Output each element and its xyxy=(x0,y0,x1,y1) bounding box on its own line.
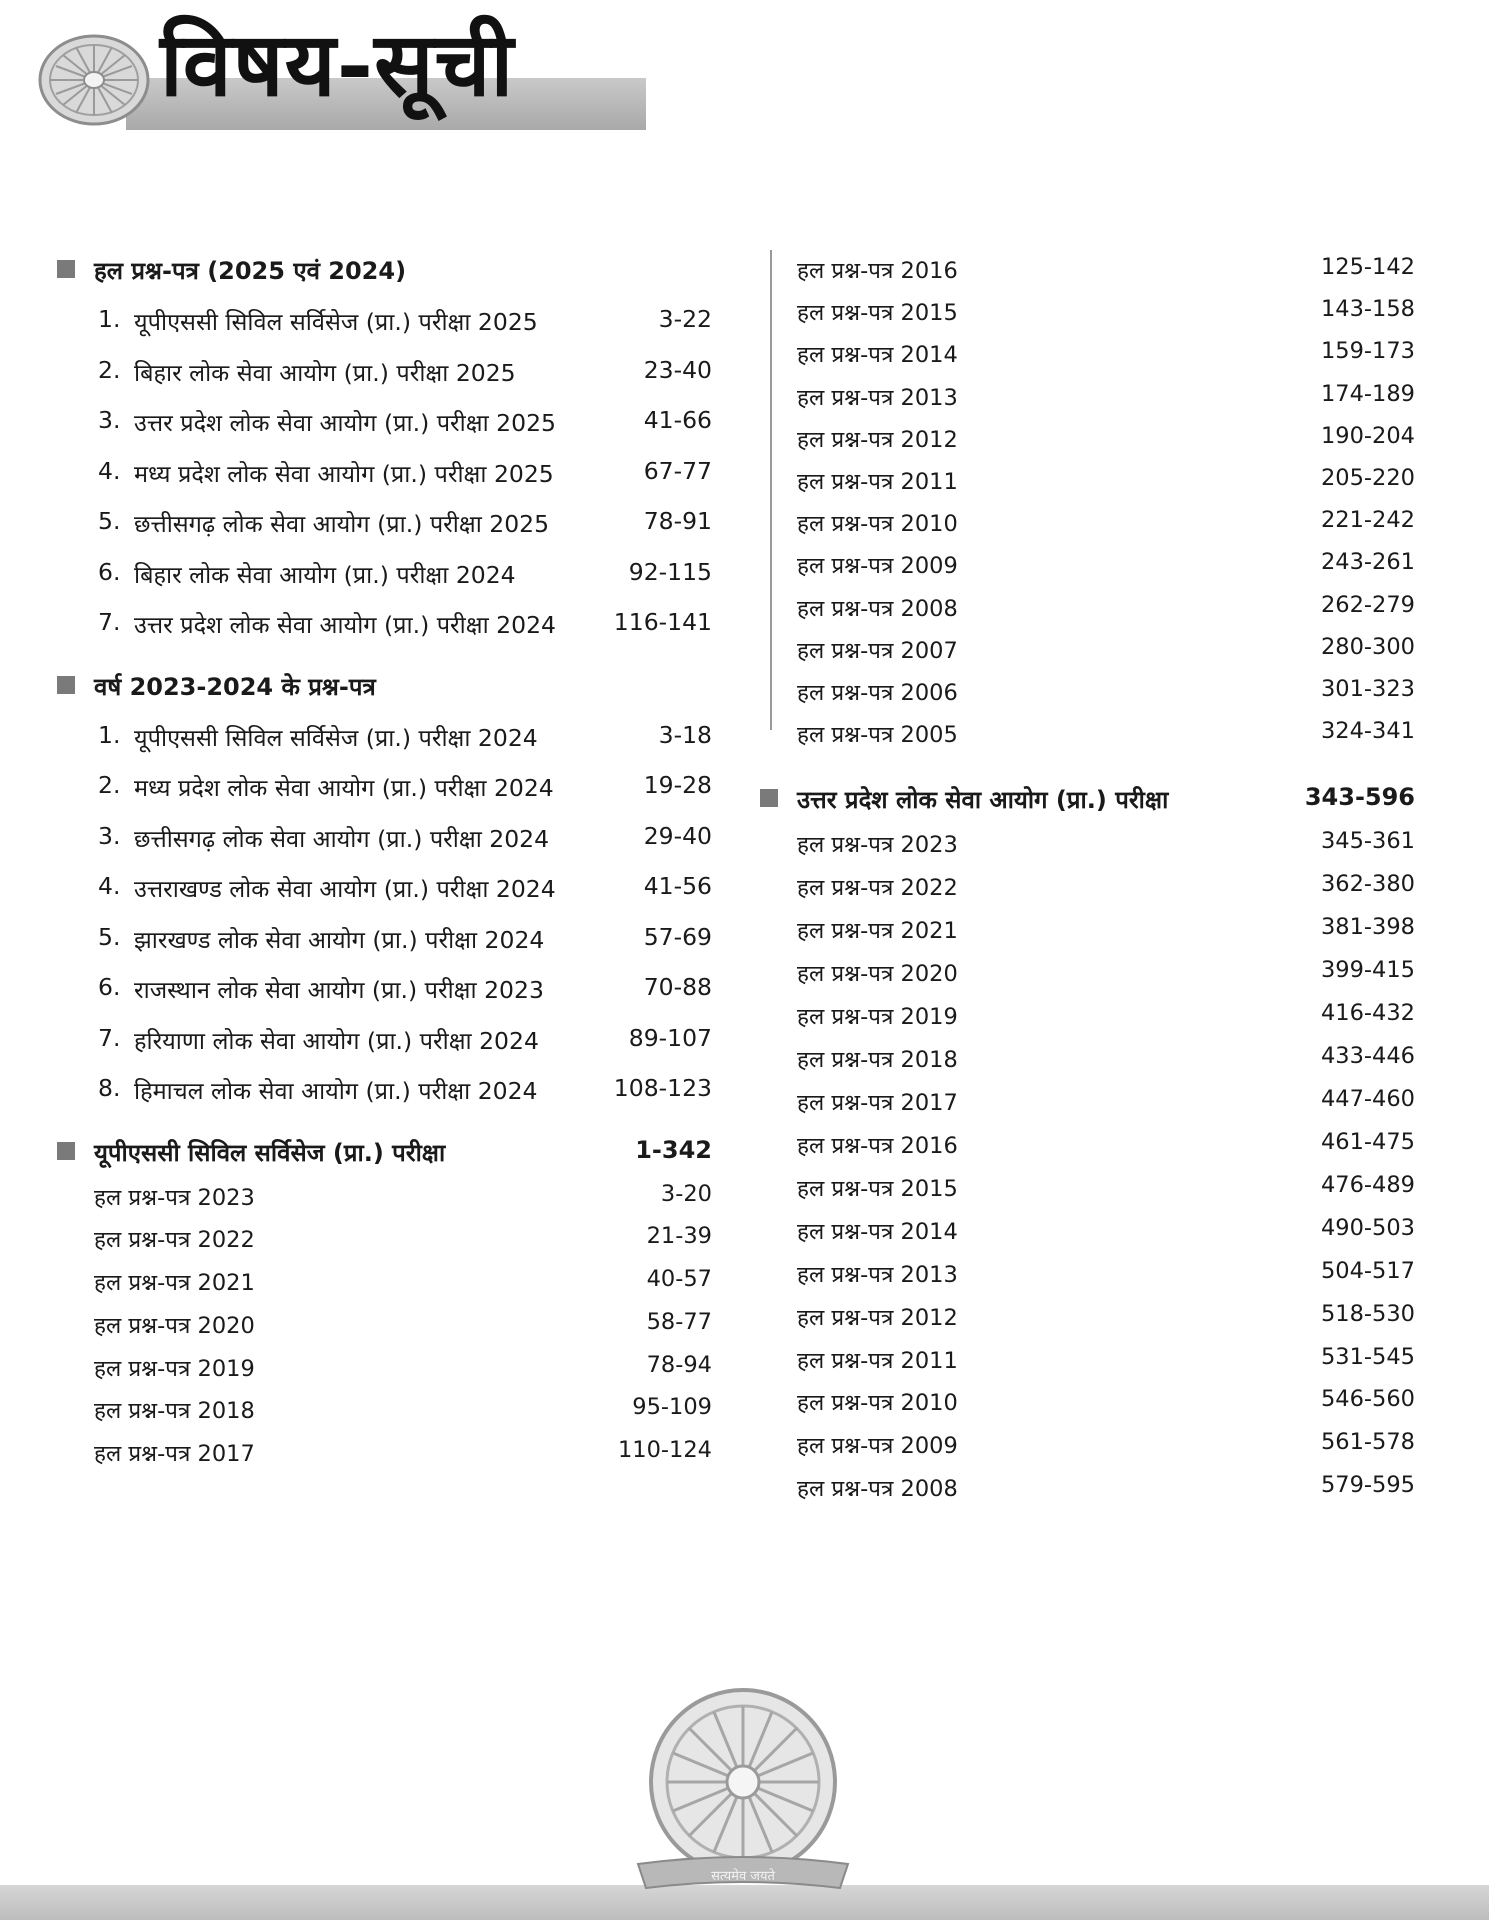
toc-entry: हल प्रश्न-पत्र 2012 518-530 xyxy=(797,1300,1415,1331)
toc-entry: 7. हरियाणा लोक सेवा आयोग (प्रा.) परीक्षा 2024 89-107 xyxy=(98,1023,712,1055)
section-heading xyxy=(755,776,1415,824)
ashoka-chakra-emblem-icon xyxy=(628,1682,858,1910)
page-header xyxy=(36,8,646,128)
toc-entry: हल प्रश्न-पत्र 2015 143-158 xyxy=(797,296,1415,327)
toc-entry: हल प्रश्न-पत्र 2013 504-517 xyxy=(797,1257,1415,1288)
square-bullet-icon xyxy=(57,676,75,694)
square-bullet-icon xyxy=(760,789,778,807)
toc-entry: हल प्रश्न-पत्र 2018 433-446 xyxy=(797,1042,1415,1073)
toc-entry: हल प्रश्न-पत्र 2022 362-380 xyxy=(797,871,1415,902)
toc-entry: हल प्रश्न-पत्र 2019 78-94 xyxy=(94,1351,712,1382)
toc-section-solved-2025-2024 xyxy=(52,247,712,649)
toc-entry: हल प्रश्न-पत्र 2014 159-173 xyxy=(797,338,1415,369)
square-bullet-icon xyxy=(57,260,75,278)
toc-entry: 7. उत्तर प्रदेश लोक सेवा आयोग (प्रा.) परीक्षा 2024 116-141 xyxy=(98,608,712,639)
emblem-motto: सत्यमेव जयते xyxy=(711,1869,775,1884)
toc-entry: हल प्रश्न-पत्र 2009 243-261 xyxy=(797,549,1415,580)
toc-section-uppsc xyxy=(755,776,1415,1511)
toc-entry: हल प्रश्न-पत्र 2005 324-341 xyxy=(797,718,1415,749)
toc-entry: 8. हिमाचल लोक सेवा आयोग (प्रा.) परीक्षा 2024 108-123 xyxy=(98,1074,712,1105)
toc-entry: हल प्रश्न-पत्र 2009 561-578 xyxy=(797,1429,1415,1460)
toc-entry: हल प्रश्न-पत्र 2018 95-109 xyxy=(94,1394,712,1425)
toc-entry: 4. उत्तराखण्ड लोक सेवा आयोग (प्रा.) परीक्षा 2024 41-56 xyxy=(98,872,712,903)
toc-entry: हल प्रश्न-पत्र 2008 579-595 xyxy=(797,1472,1415,1503)
toc-entry: हल प्रश्न-पत्र 2010 546-560 xyxy=(797,1386,1415,1417)
toc-entry: 2. बिहार लोक सेवा आयोग (प्रा.) परीक्षा 2025 23-40 xyxy=(98,355,712,387)
toc-entry: हल प्रश्न-पत्र 2011 531-545 xyxy=(797,1343,1415,1374)
toc-entry: 3. उत्तर प्रदेश लोक सेवा आयोग (प्रा.) परीक्षा 2025 41-66 xyxy=(98,406,712,437)
toc-entry: हल प्रश्न-पत्र 2011 205-220 xyxy=(797,464,1415,495)
toc-entry: 4. मध्य प्रदेश लोक सेवा आयोग (प्रा.) परीक्षा 2025 67-77 xyxy=(98,456,712,488)
toc-entry: हल प्रश्न-पत्र 2014 490-503 xyxy=(797,1214,1415,1245)
toc-entry: हल प्रश्न-पत्र 2006 301-323 xyxy=(797,675,1415,706)
toc-entry: हल प्रश्न-पत्र 2010 221-242 xyxy=(797,507,1415,538)
toc-entry: हल प्रश्न-पत्र 2007 280-300 xyxy=(797,633,1415,664)
toc-entry: 1. यूपीएससी सिविल सर्विसेज (प्रा.) परीक्षा 2025 3-22 xyxy=(98,305,712,336)
section-heading xyxy=(52,663,712,711)
toc-section-upsc-continued xyxy=(755,250,1415,756)
toc-left-column xyxy=(52,247,712,1476)
toc-entry: हल प्रश्न-पत्र 2019 416-432 xyxy=(797,1000,1415,1030)
toc-entry: 5. झारखण्ड लोक सेवा आयोग (प्रा.) परीक्षा 2024 57-69 xyxy=(98,922,712,954)
toc-entry: हल प्रश्न-पत्र 2016 125-142 xyxy=(797,254,1415,284)
toc-entry: 2. मध्य प्रदेश लोक सेवा आयोग (प्रा.) परीक्षा 2024 19-28 xyxy=(98,771,712,802)
toc-entry: हल प्रश्न-पत्र 2020 399-415 xyxy=(797,957,1415,988)
section-title: उत्तर प्रदेश लोक सेवा आयोग (प्रा.) परीक्षा xyxy=(797,786,1169,815)
toc-entry: 5. छत्तीसगढ़ लोक सेवा आयोग (प्रा.) परीक्षा 2025 78-91 xyxy=(98,507,712,538)
toc-entry: 1. यूपीएससी सिविल सर्विसेज (प्रा.) परीक्षा 2024 3-18 xyxy=(98,720,712,752)
toc-entry: हल प्रश्न-पत्र 2021 40-57 xyxy=(94,1266,712,1297)
toc-entry: हल प्रश्न-पत्र 2016 461-475 xyxy=(797,1128,1415,1159)
section-title: हल प्रश्न-पत्र (2025 एवं 2024) xyxy=(94,257,407,285)
toc-entry: हल प्रश्न-पत्र 2020 58-77 xyxy=(94,1308,712,1339)
section-heading xyxy=(52,247,712,295)
toc-entry: हल प्रश्न-पत्र 2013 174-189 xyxy=(797,380,1415,411)
toc-entry: 6. राजस्थान लोक सेवा आयोग (प्रा.) परीक्षा 2023 70-88 xyxy=(98,973,712,1004)
section-pages: 343-596 xyxy=(1304,783,1415,812)
toc-entry: हल प्रश्न-पत्र 2008 262-279 xyxy=(797,591,1415,622)
toc-right-column xyxy=(755,250,1415,1511)
toc-entry: हल प्रश्न-पत्र 2023 345-361 xyxy=(797,828,1415,859)
toc-entry: 3. छत्तीसगढ़ लोक सेवा आयोग (प्रा.) परीक्षा 2024 29-40 xyxy=(98,821,712,853)
section-title: यूपीएससी सिविल सर्विसेज (प्रा.) परीक्षा xyxy=(94,1138,446,1167)
ashoka-chakra-icon xyxy=(36,28,156,128)
section-pages: 1-342 xyxy=(635,1135,712,1164)
section-heading xyxy=(52,1129,712,1177)
page-title: विषय-सूची xyxy=(160,12,515,116)
toc-entry: हल प्रश्न-पत्र 2023 3-20 xyxy=(94,1180,712,1211)
toc-section-2023-2024 xyxy=(52,663,712,1115)
section-title: वर्ष 2023-2024 के प्रश्न-पत्र xyxy=(94,672,376,701)
toc-entry: हल प्रश्न-पत्र 2015 476-489 xyxy=(797,1171,1415,1202)
toc-section-upsc xyxy=(52,1129,712,1477)
square-bullet-icon xyxy=(57,1142,75,1160)
toc-entry: 6. बिहार लोक सेवा आयोग (प्रा.) परीक्षा 2024 92-115 xyxy=(98,557,712,589)
toc-entry: हल प्रश्न-पत्र 2017 110-124 xyxy=(94,1437,712,1468)
toc-entry: हल प्रश्न-पत्र 2022 21-39 xyxy=(94,1223,712,1254)
toc-entry: हल प्रश्न-पत्र 2012 190-204 xyxy=(797,422,1415,453)
toc-entry: हल प्रश्न-पत्र 2017 447-460 xyxy=(797,1085,1415,1116)
toc-entry: हल प्रश्न-पत्र 2021 381-398 xyxy=(797,914,1415,945)
